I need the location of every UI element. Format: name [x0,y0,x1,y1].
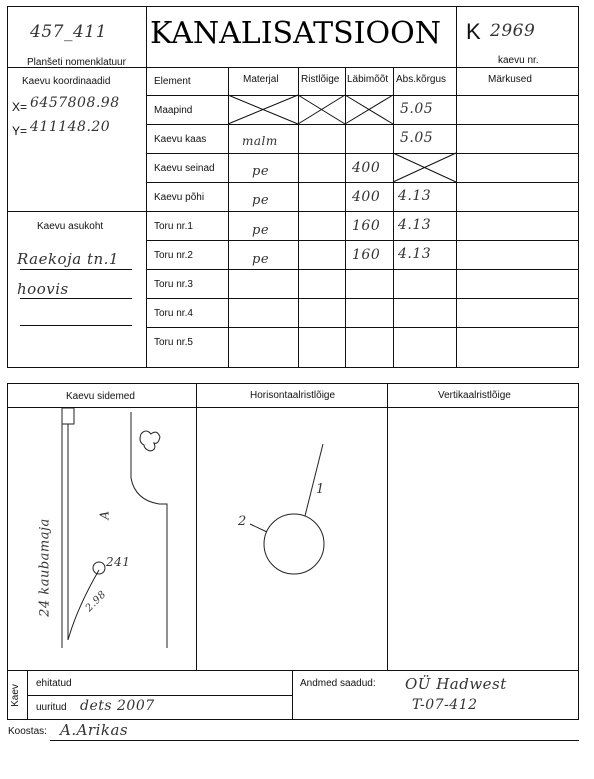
pipe-2-line [250,524,267,532]
building-label: 24 kaubamaja [37,518,53,617]
section-vertical: Vertikaalristlõige [438,390,511,401]
data-source-label: Andmed saadud: [300,678,376,689]
row-element-7: Toru nr.4 [154,308,193,319]
row-diameter-4: 160 [352,218,381,234]
street-curb [131,412,167,648]
col-header-height: Abs.kõrgus [396,74,447,85]
footer-data-sep [292,670,293,720]
row-diameter-5: 160 [352,247,381,263]
author-value: A.Arikas [60,721,129,739]
row-element-0: Maapind [154,105,193,116]
row-element-3: Kaevu põhi [154,192,205,203]
surveyed-value: dets 2007 [80,698,155,714]
surveyed-label: uuritud [36,702,67,713]
data-source-value2: T-07-412 [412,697,478,713]
pipe-a-label: A [97,510,112,520]
y-value: 411148.20 [30,119,111,135]
well-label: kaevu nr. [498,55,539,66]
connections-sketch [7,408,196,670]
tree-scribble [140,431,160,451]
sections-footer-line [7,670,579,671]
section-connections: Kaevu sidemed [66,391,135,402]
well-number: 2969 [490,21,536,41]
well-marker [93,562,105,574]
row-height-4: 4.13 [398,217,432,233]
row-diameter-3: 400 [352,189,381,205]
page-title: KANALISATSIOON [150,16,441,51]
sheet-number: 457_411 [30,22,107,42]
well-id-label: 241 [106,555,131,569]
well-prefix: K [466,19,481,44]
row-diameter-2: 400 [352,160,381,176]
col-header-material: Materjal [243,74,279,85]
kaev-label: Kaev [9,684,21,707]
row-material-4: pe [252,223,270,238]
row-height-3: 4.13 [398,188,432,204]
col-header-cross: Ristlõige [301,74,340,85]
footer-mid-line [27,695,292,696]
row-element-1: Kaevu kaas [154,134,207,145]
well-circle [264,514,324,574]
col-header-notes: Märkused [488,74,532,85]
sheet-label: Planšeti nomenklatuur [27,57,126,68]
row-height-0: 5.05 [400,101,434,117]
col-header-diameter: Läbimõõt [347,74,389,85]
x-label: X= [12,100,28,114]
horizontal-section-drawing [197,408,387,670]
row-material-2: pe [252,164,270,179]
y-label: Y= [12,124,28,138]
row-material-5: pe [252,252,270,267]
pipe-2-label: 2 [238,514,247,529]
section-horizontal: Horisontaalristlõige [250,390,336,401]
row-height-1: 5.05 [400,130,434,146]
x-value: 6457808.98 [30,95,120,111]
data-source-value1: OÜ Hadwest [405,675,507,693]
built-label: ehitatud [36,678,72,689]
row-material-3: pe [252,193,270,208]
crossed-cells [0,0,594,368]
location-line2: hoovis [17,280,69,298]
row-element-8: Toru nr.5 [154,337,193,348]
col-header-element: Element [154,76,191,87]
row-element-2: Kaevu seinad [154,163,215,174]
author-label: Koostas: [8,726,47,737]
row-element-5: Toru nr.2 [154,250,193,261]
location-heading: Kaevu asukoht [37,221,104,232]
building-top-stub [62,408,74,424]
row-element-4: Toru nr.1 [154,221,193,232]
pipe-1-label: 1 [316,482,325,497]
row-element-6: Toru nr.3 [154,279,193,290]
section-sep-2 [387,383,388,670]
row-material-1: malm [242,134,278,148]
row-height-5: 4.13 [398,246,432,262]
location-line1: Raekoja tn.1 [17,250,119,268]
coordinates-heading: Kaevu koordinaadid [22,76,111,87]
author-underline [50,740,579,741]
pipe-1-line [305,444,323,516]
dimension-label: 2.98 [83,589,109,614]
